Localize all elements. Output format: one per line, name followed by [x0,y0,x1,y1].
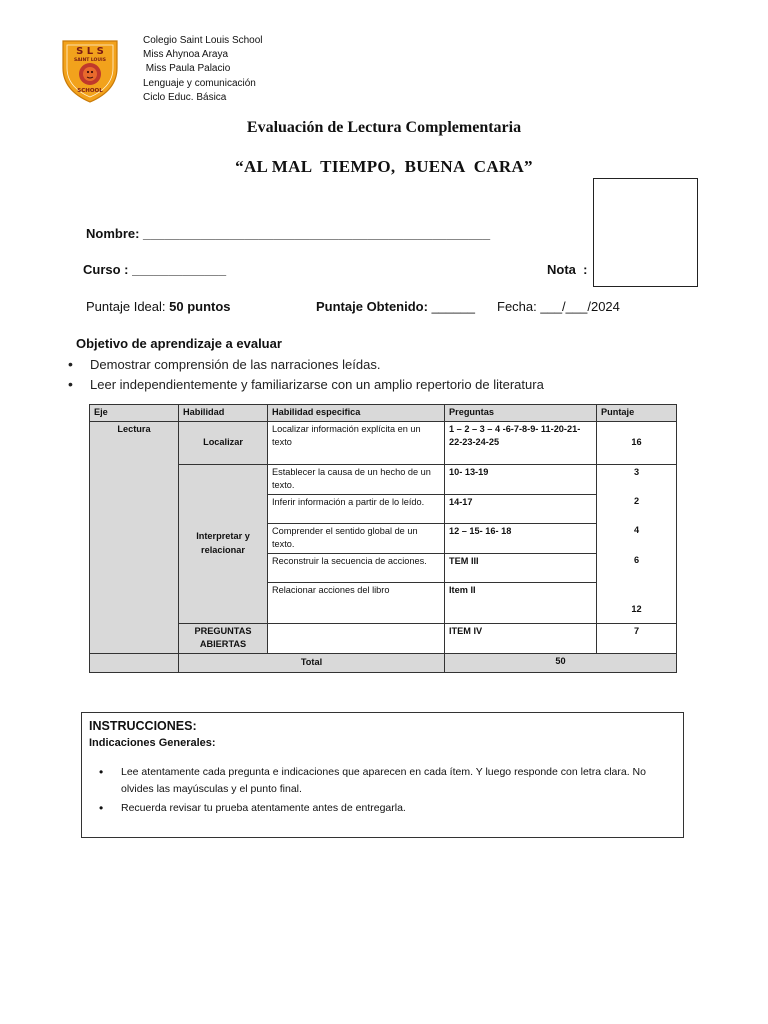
logo-bottom-text: SCHOOL [77,88,103,94]
nombre-field[interactable]: Nombre: ________________________________________________ [86,226,491,241]
especifica-cell: Inferir información a partir de lo leído. [268,494,445,523]
total-spacer [90,653,179,672]
total-value: 50 [445,653,677,672]
instructions-list [99,764,659,819]
preguntas-cell: 1 – 2 – 3 – 4 -6-7-8-9- 11-20-21-22-23-24-25 [445,421,597,464]
objetivo-title: Objetivo de aprendizaje a evaluar [76,336,282,351]
puntaje-ideal-value: 50 puntos [169,299,231,314]
header-habilidad: Habilidad [179,405,268,422]
puntaje-cell: 6 [597,553,677,582]
puntaje-cell: 3 [597,464,677,494]
puntaje-obtenido-blank[interactable]: ______ [427,299,475,314]
header-eje: Eje [90,405,179,422]
table-total-row [90,653,677,672]
header-puntaje: Puntaje [597,405,677,422]
teacher-2: Miss Paula Palacio [143,63,231,75]
preguntas-cell: TEM III [445,553,597,582]
header-habilidad-especifica: Habilidad especifica [268,405,445,422]
grade-box[interactable] [593,178,698,287]
puntaje-cell: 12 [597,582,677,623]
habilidad-abiertas: PREGUNTAS ABIERTAS [179,623,268,653]
puntaje-obtenido-field[interactable] [316,299,475,314]
puntaje-cell: 7 [597,623,677,653]
logo-letters: S L S [76,46,104,57]
school-name: Colegio Saint Louis School [143,35,263,46]
header-preguntas: Preguntas [445,405,597,422]
puntaje-cell: 16 [597,421,677,464]
cycle: Ciclo Educ. Básica [143,91,227,103]
school-logo [60,38,120,104]
habilidad-localizar: Localizar [179,421,268,464]
objetivo-item: • Demostrar comprensión de las narraciones leídas. [68,355,708,375]
especifica-cell: Comprender el sentido global de un texto. [268,523,445,553]
especifica-cell: Reconstruir la secuencia de acciones. [268,553,445,582]
preguntas-cell: ITEM IV [445,623,597,653]
preguntas-cell: 12 – 15- 16- 18 [445,523,597,553]
fecha-field[interactable]: Fecha: ___/___/2024 [497,299,620,314]
habilidad-interpretar: Interpretar y relacionar [179,464,268,623]
puntaje-ideal [86,299,231,314]
especifica-cell: Localizar información explícita en un texto [268,421,445,464]
preguntas-cell: 10- 13-19 [445,464,597,494]
page-title: Evaluación de Lectura Complementaria [246,119,522,136]
eje-lectura: Lectura [90,421,179,653]
puntaje-obtenido-label: Puntaje Obtenido: [316,299,428,314]
instructions-title: INSTRUCCIONES: [89,719,197,733]
instruction-item: • Lee atentamente cada pregunta e indicaciones que aparecen en cada ítem. Y luego responde con letra clara. No olvides las mayúsculas y el punto final. [99,764,659,798]
especifica-cell: Establecer la causa de un hecho de un texto. [268,464,445,494]
puntaje-cell: 2 [597,494,677,523]
table-row [90,421,677,464]
teacher-1: Miss Ahynoa Araya [143,49,229,61]
total-label: Total [179,653,445,672]
instruction-item: • Recuerda revisar tu prueba atentamente antes de entregarla. [99,800,659,817]
nota-label: Nota : [547,262,588,277]
especifica-cell: Relacionar acciones del libro [268,582,445,623]
especifica-cell [268,623,445,653]
objetivo-item: • Leer independientemente y familiarizarse con un amplio repertorio de literatura [68,375,708,395]
curso-field[interactable]: Curso : _____________ [83,262,227,277]
puntaje-ideal-label: Puntaje Ideal: [86,299,170,314]
objetivo-list [68,355,708,394]
instructions-subtitle: Indicaciones Generales: [89,737,216,749]
book-title: “AL MAL TIEMPO, BUENA CARA” [235,157,533,176]
puntaje-cell: 4 [597,523,677,553]
logo-ring-text: SAINT LOUIS [74,58,106,63]
table-row [90,623,677,653]
subject: Lenguaje y comunicación [143,77,256,89]
rubric-table [89,404,677,673]
table-row [90,464,677,494]
lion-emblem [79,63,101,85]
table-header-row [90,405,677,422]
preguntas-cell: Item II [445,582,597,623]
preguntas-cell: 14-17 [445,494,597,523]
school-info [143,34,263,105]
